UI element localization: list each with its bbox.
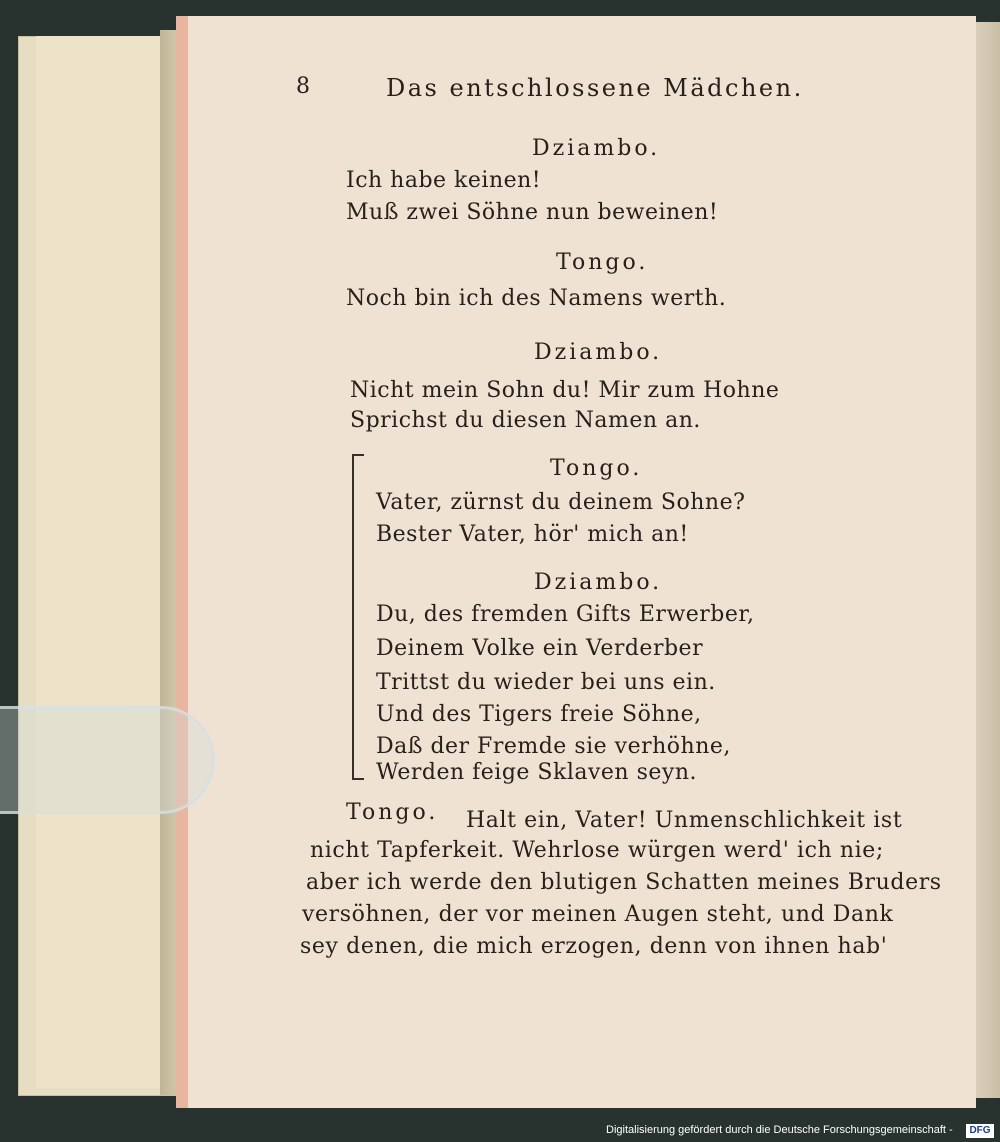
prose-speaker: Tongo. <box>346 800 439 825</box>
prose-line: nicht Tapferkeit. Wehrlose würgen werd' ich nie; <box>310 838 884 863</box>
verse-bracket-tip <box>344 606 354 618</box>
speaker-name: Dziambo. <box>532 136 661 161</box>
prose-line: versöhnen, der vor meinen Augen steht, und Dank <box>302 902 894 927</box>
verse-line: Noch bin ich des Namens werth. <box>346 286 727 311</box>
verse-line: Nicht mein Sohn du! Mir zum Hohne <box>350 378 780 403</box>
verse-line: Und des Tigers freie Söhne, <box>376 702 702 727</box>
verse-line: Trittst du wieder bei uns ein. <box>376 670 716 695</box>
speaker-name: Dziambo. <box>534 570 663 595</box>
verse-line: Muß zwei Söhne nun beweinen! <box>346 200 719 225</box>
verse-line: Werden feige Sklaven seyn. <box>376 760 697 785</box>
speaker-name: Dziambo. <box>534 340 663 365</box>
speaker-name: Tongo. <box>556 250 649 275</box>
page-clip <box>0 706 215 814</box>
verse-line: Ich habe keinen! <box>346 168 542 193</box>
digitization-credit: Digitalisierung gefördert durch die Deutsche Forschungsgemeinschaft - <box>606 1124 953 1136</box>
verse-line: Daß der Fremde sie verhöhne, <box>376 734 731 759</box>
prose-line: aber ich werde den blutigen Schatten meines Bruders <box>306 870 942 895</box>
verse-line: Du, des fremden Gifts Erwerber, <box>376 602 755 627</box>
book-cover-inner <box>36 36 166 1088</box>
prose-line: sey denen, die mich erzogen, denn von ihnen hab' <box>300 934 888 959</box>
prose-line: Halt ein, Vater! Unmenschlichkeit ist <box>466 808 903 833</box>
verse-line: Vater, zürnst du deinem Sohne? <box>376 490 746 515</box>
dfg-logo: DFG <box>966 1124 994 1138</box>
verse-line: Sprichst du diesen Namen an. <box>350 408 701 433</box>
verse-line: Bester Vater, hör' mich an! <box>376 522 689 547</box>
page-number: 8 <box>296 74 310 99</box>
verse-line: Deinem Volke ein Verderber <box>376 636 704 661</box>
running-title: Das entschlossene Mädchen. <box>386 74 804 102</box>
speaker-name: Tongo. <box>550 456 643 481</box>
